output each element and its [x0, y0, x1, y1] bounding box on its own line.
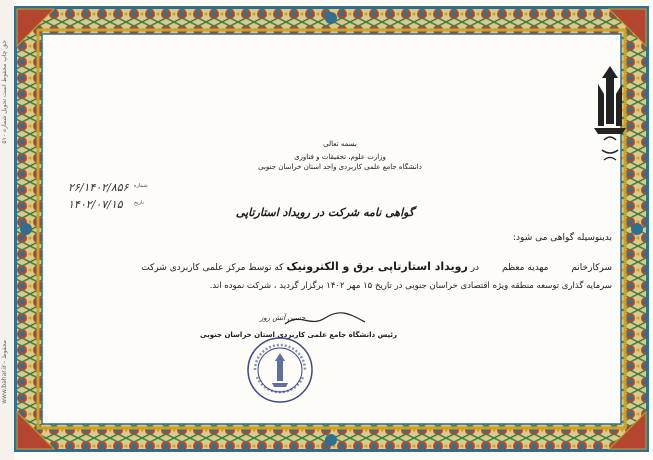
recipient-name: مهدیه معظم — [501, 263, 549, 273]
signatory-name: حسین آتش روز — [260, 314, 306, 322]
letter-number: ۲۶/۱۴۰۲/۸۵۶ — [68, 181, 129, 194]
date-label: تاریخ — [134, 200, 144, 206]
event-prefix: در — [470, 263, 480, 273]
signatory-title: رئیس دانشگاه جامع علمی کاربردی استان خراسان جنوبی — [200, 331, 397, 339]
certificate-body — [50, 40, 612, 410]
certificate-intro: بدینوسیله گواهی می شود: — [513, 233, 612, 243]
side-print-text: حق چاپ محفوظ است تحویل شماره ۵۱۰ — [1, 40, 8, 144]
recipient-prefix: سرکارخانم — [571, 263, 612, 273]
number-label: شماره — [134, 183, 148, 189]
seal-stamp-icon — [245, 335, 315, 405]
bismillah: بسمه تعالی — [323, 140, 357, 148]
university-logo — [590, 64, 630, 179]
university-logo-icon — [590, 64, 630, 179]
university-seal — [245, 335, 315, 405]
letter-date: ۱۴۰۲/۰۷/۱۵ — [68, 198, 123, 211]
certificate-line-1 — [141, 260, 612, 273]
ministry-name: وزارت علوم، تحقیقات و فناوری — [294, 153, 386, 161]
certificate-line-2: سرمایه گذاری توسعه منطقه ویژه اقتصادی خراسان جنوبی در تاریخ ۱۵ مهر ۱۴۰۲ برگزار گردید ، شرکت نموده اند. — [209, 281, 612, 291]
certificate-title: گواهی نامه شرکت در رویداد استارتاپی — [235, 206, 415, 219]
university-name: دانشگاه جامع علمی کاربردی واحد استان خراسان جنوبی — [258, 163, 422, 171]
side-strip — [0, 0, 14, 460]
line1-suffix: که توسط مرکز علمی کاربردی شرکت — [141, 263, 284, 273]
side-print-text-bottom: www.bahar.ir - محفوظ — [1, 340, 8, 404]
event-name: رویداد استارتاپی برق و الکترونیک — [286, 260, 468, 273]
